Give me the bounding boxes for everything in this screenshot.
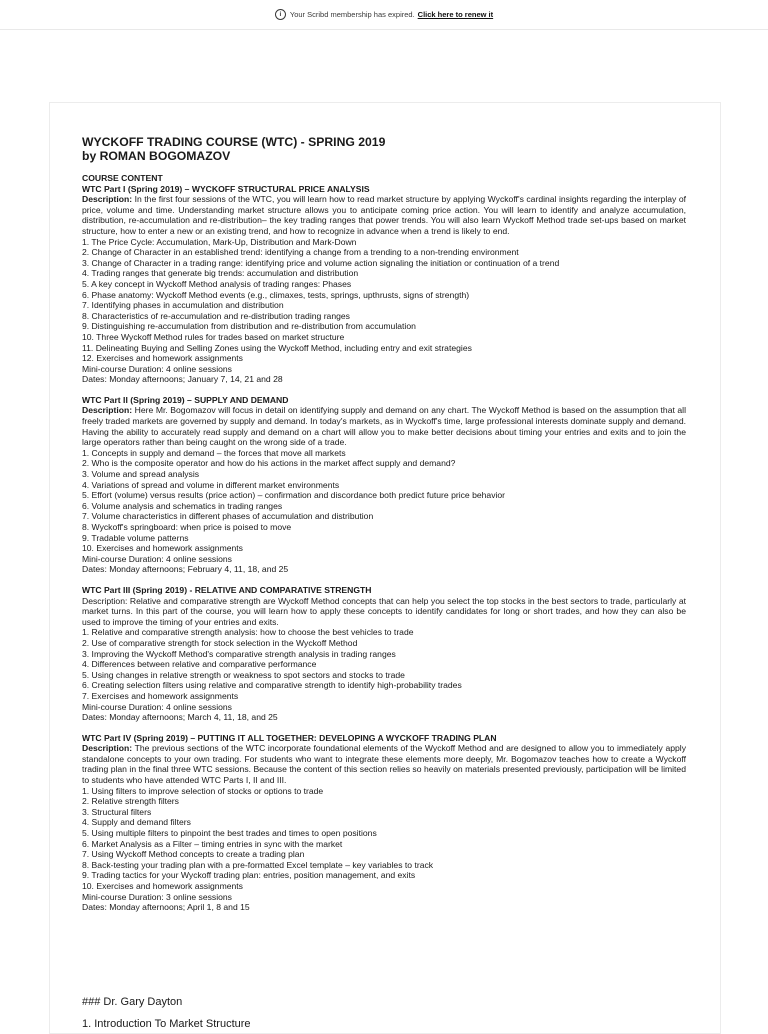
list-item: 1. Relative and comparative strength analysis: how to choose the best vehicles to trade — [82, 627, 414, 638]
part-topic-list — [82, 627, 686, 701]
list-item: 5. Using changes in relative strength or weakness to spot sectors and stocks to trade — [82, 669, 405, 680]
list-item: 2. Change of Character in an established trend: identifying a change from a trending to a non-trending environment — [82, 247, 519, 258]
list-item: 3. Improving the Wyckoff Method's comparative strength analysis in trading ranges — [82, 648, 396, 659]
part-topic-list — [82, 448, 686, 554]
list-item: 4. Differences between relative and comparative performance — [82, 659, 317, 670]
course-part-3 — [82, 585, 686, 723]
course-part-2 — [82, 395, 686, 575]
list-item: 12. Exercises and homework assignments — [82, 353, 243, 364]
course-part-1 — [82, 184, 686, 385]
part-dates: Dates: Monday afternoons; March 4, 11, 18, and 25 — [82, 712, 278, 723]
list-item: 1. Using filters to improve selection of stocks or options to trade — [82, 785, 324, 796]
description-text: The previous sections of the WTC incorporate foundational elements of the Wyckoff Method and are designed to allow you to immediately apply standalone concepts to your own trading. For students who want to integrate these elements more deeply, Mr. Bogomazov teaches how to create a Wyckoff trading plan in the final three WTC sessions. Because the content of this section relies so heavily on materials presented previously, participation will be limited to students who have attended WTC Parts I, II and III. — [82, 743, 686, 786]
membership-expired-banner — [0, 0, 768, 30]
list-item: 7. Exercises and homework assignments — [82, 690, 239, 701]
list-item: 2. Use of comparative strength for stock selection in the Wyckoff Method — [82, 637, 358, 648]
list-item: 8. Characteristics of re-accumulation and re-distribution trading ranges — [82, 310, 350, 321]
list-item: 10. Three Wyckoff Method rules for trades based on market structure — [82, 331, 345, 342]
part-dates: Dates: Monday afternoons; April 1, 8 and 15 — [82, 902, 250, 913]
list-item: 6. Creating selection filters using relative and comparative strength to identify high-probability trades — [82, 680, 462, 691]
part-duration: Mini-course Duration: 4 online sessions — [82, 363, 232, 374]
list-item: 9. Tradable volume patterns — [82, 532, 189, 543]
part-duration: Mini-course Duration: 4 online sessions — [82, 553, 232, 564]
part-topic-list — [82, 237, 686, 364]
renew-membership-link[interactable]: Click here to renew it — [417, 10, 494, 19]
list-item: 9. Distinguishing re-accumulation from distribution and re-distribution from accumulation — [82, 321, 416, 332]
list-item: 7. Using Wyckoff Method concepts to create a trading plan — [82, 849, 305, 860]
list-item: 10. Exercises and homework assignments — [82, 543, 243, 554]
part-topic-list — [82, 786, 686, 892]
document-content — [82, 135, 686, 923]
part-description — [82, 194, 686, 236]
part-heading: WTC Part IV (Spring 2019) – PUTTING IT ALL TOGETHER: DEVELOPING A WYCKOFF TRADING PLAN — [82, 732, 497, 743]
next-section-heading: ### Dr. Gary Dayton — [82, 996, 183, 1008]
part-description — [82, 405, 686, 447]
part-duration: Mini-course Duration: 3 online sessions — [82, 891, 232, 902]
list-item: 7. Volume characteristics in different phases of accumulation and distribution — [82, 511, 374, 522]
list-item: 5. A key concept in Wyckoff Method analysis of trading ranges: Phases — [82, 278, 352, 289]
list-item: 3. Structural filters — [82, 806, 152, 817]
info-icon: i — [275, 9, 286, 20]
list-item: 1. Concepts in supply and demand – the forces that move all markets — [82, 447, 346, 458]
part-heading: WTC Part I (Spring 2019) – WYCKOFF STRUCTURAL PRICE ANALYSIS — [82, 183, 370, 194]
course-content-heading: COURSE CONTENT — [82, 173, 163, 183]
course-part-4 — [82, 733, 686, 913]
list-item: 6. Market Analysis as a Filter – timing entries in sync with the market — [82, 838, 343, 849]
list-item: 4. Supply and demand filters — [82, 817, 191, 828]
part-description — [82, 743, 686, 785]
list-item: 4. Variations of spread and volume in different market environments — [82, 479, 340, 490]
list-item: 3. Change of Character in a trading range: identifying price and volume action signaling the initiation or continuation of a trend — [82, 257, 560, 268]
list-item: 8. Wyckoff's springboard: when price is poised to move — [82, 522, 292, 532]
list-item: 10. Exercises and homework assignments — [82, 881, 243, 891]
part-heading: WTC Part II (Spring 2019) – SUPPLY AND DEMAND — [82, 394, 289, 405]
part-dates: Dates: Monday afternoons; February 4, 11, 18, and 25 — [82, 564, 289, 575]
part-duration: Mini-course Duration: 4 online sessions — [82, 701, 232, 712]
description-text: Here Mr. Bogomazov will focus in detail on identifying supply and demand on any chart. The Wyckoff Method is based on the assumption that all freely traded markets are governed by supply and demand. In today's markets, as in Wyckoff's time, large professional interests dominate supply and demand. Having the ability to accurately read supply and demand on a chart will allow you to make better decisions about timing your entries and exits and to join the large operators rather than being caught on the wrong side of a trade. — [82, 405, 686, 448]
list-item: 4. Trading ranges that generate big trends: accumulation and distribution — [82, 268, 359, 279]
banner-message: Your Scribd membership has expired. — [289, 10, 415, 19]
document-title: WYCKOFF TRADING COURSE (WTC) - SPRING 2019 — [82, 135, 386, 149]
description-text: In the first four sessions of the WTC, you will learn how to read market structure by applying Wyckoff's cardinal insights regarding the interplay of price, volume and time. Understanding market structure allows you to anticipate coming price action. You will learn to identify and analyze accumulation, distribution, re-accumulation and re-distribution– the key trading ranges that power trends. You will also learn Wyckoff Method trade set-ups based on market structure, how to enter a new or an existing trend, and how to recognize in advance when a trend is likely to end. — [82, 194, 686, 236]
description-label: Description: — [82, 405, 133, 416]
list-item: 11. Delineating Buying and Selling Zones using the Wyckoff Method, including entry and exit strategies — [82, 342, 472, 353]
list-item: 8. Back-testing your trading plan with a pre-formatted Excel template – key variables to track — [82, 859, 434, 870]
list-item: 6. Volume analysis and schematics in trading ranges — [82, 500, 283, 511]
document-author-line: by ROMAN BOGOMAZOV — [82, 149, 231, 163]
part-dates: Dates: Monday afternoons; January 7, 14, 21 and 28 — [82, 374, 283, 385]
list-item: 2. Relative strength filters — [82, 796, 179, 807]
list-item: 7. Identifying phases in accumulation and distribution — [82, 300, 284, 311]
list-item: 1. The Price Cycle: Accumulation, Mark-Up, Distribution and Mark-Down — [82, 236, 357, 247]
list-item: 9. Trading tactics for your Wyckoff trading plan: entries, position management, and exits — [82, 870, 416, 881]
part-description — [82, 596, 686, 628]
description-label: Description: — [82, 743, 133, 754]
list-item: 3. Volume and spread analysis — [82, 469, 200, 480]
list-item: 6. Phase anatomy: Wyckoff Method events (e.g., climaxes, tests, springs, upthrusts, signs of strength) — [82, 289, 470, 300]
description-label: Description: — [82, 194, 133, 205]
next-section-first-item: 1. Introduction To Market Structure — [82, 1018, 251, 1030]
description-text: Description: Relative and comparative strength are Wyckoff Method concepts that can help you select the top stocks in the best sectors to trade, particularly at market turns. In this part of the course, you will learn how to apply these concepts to identify candidates for long or short trades, and how they can also be used to improve the timing of your entries and exits. — [82, 595, 686, 627]
list-item: 5. Effort (volume) versus results (price action) – confirmation and discordance both predict future price behavior — [82, 490, 506, 501]
list-item: 5. Using multiple filters to pinpoint the best trades and times to open positions — [82, 828, 377, 839]
list-item: 2. Who is the composite operator and how do his actions in the market affect supply and demand? — [82, 458, 456, 469]
part-heading: WTC Part III (Spring 2019) - RELATIVE AND COMPARATIVE STRENGTH — [82, 584, 372, 595]
